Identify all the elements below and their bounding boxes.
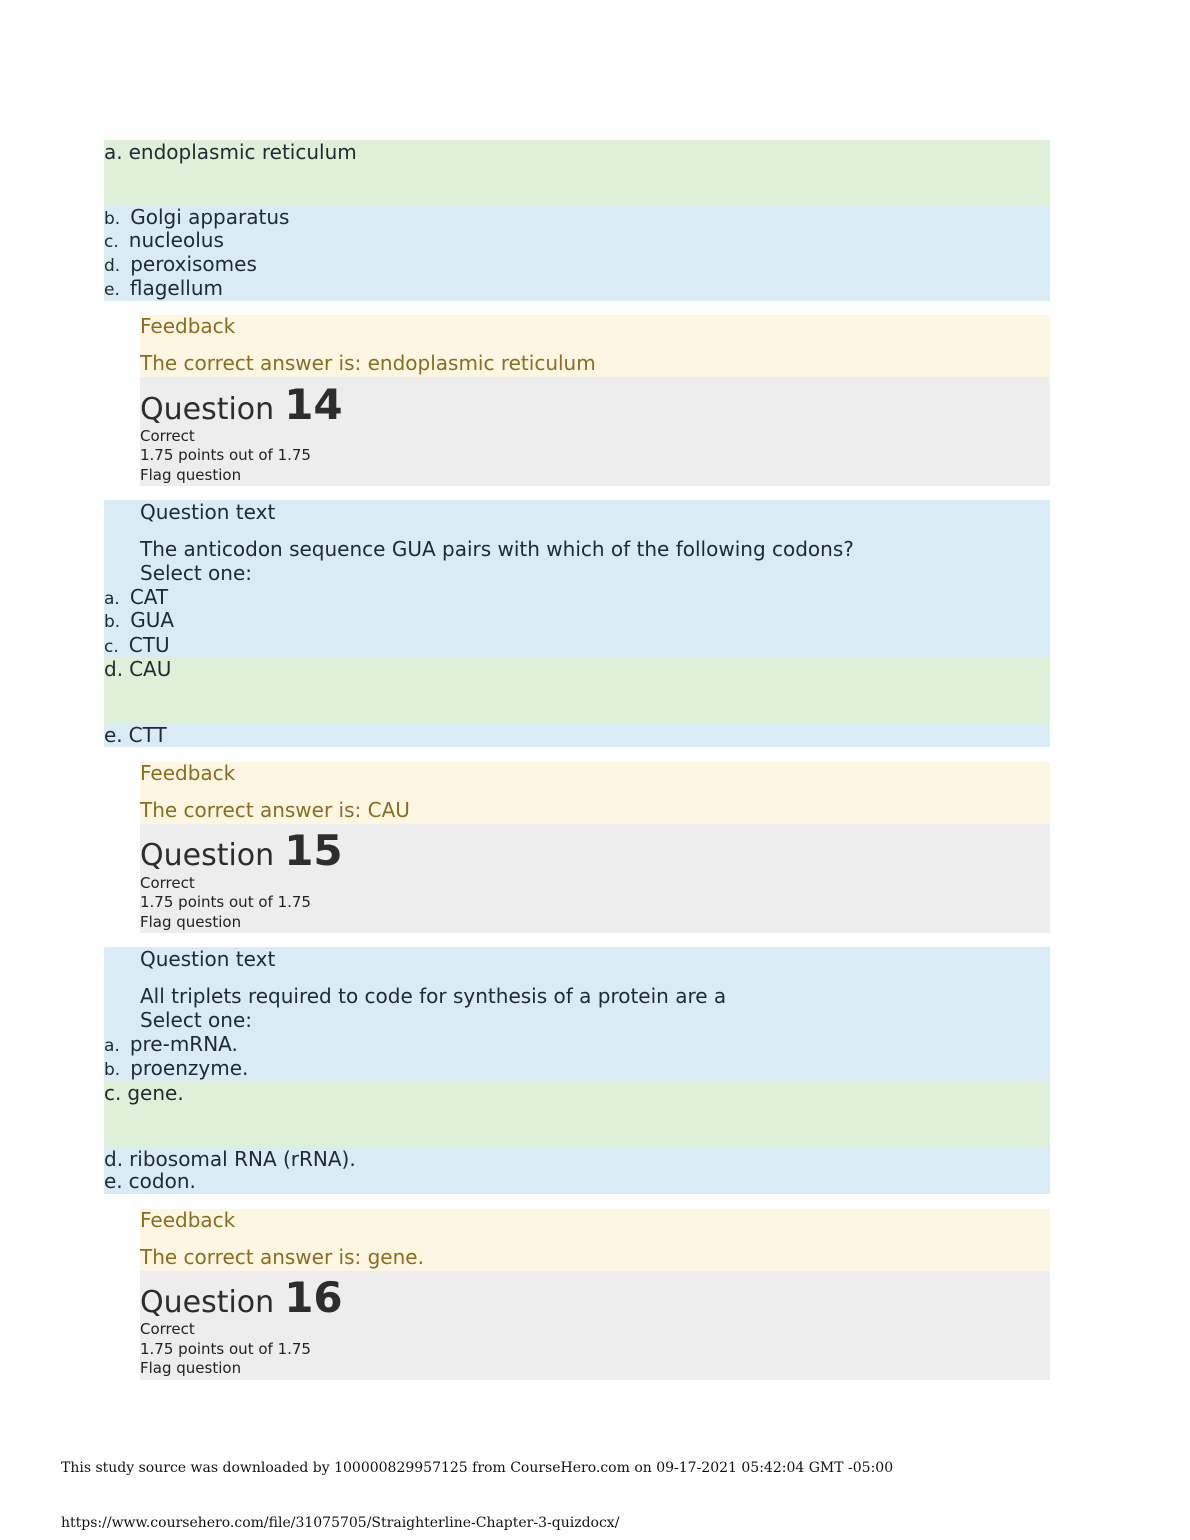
q15-points: 1.75 points out of 1.75	[140, 893, 311, 911]
q13-feedback-text: The correct answer is: endoplasmic reticulum	[140, 351, 596, 375]
q15-header: Question 15	[140, 826, 343, 875]
q15-select-one: Select one:	[140, 1008, 253, 1032]
q14-question: The anticodon sequence GUA pairs with which of the following codons?	[140, 537, 854, 561]
q15-option-e[interactable]: e. codon.	[104, 1169, 196, 1193]
q16-header: Question 16	[140, 1273, 343, 1322]
q13-option-a[interactable]: a. endoplasmic reticulum	[104, 140, 357, 164]
q14-option-a[interactable]: a. CAT	[104, 585, 169, 609]
q14-feedback-label: Feedback	[140, 761, 236, 785]
source-url[interactable]: https://www.coursehero.com/file/31075705/Straighterline-Chapter-3-quizdocx/	[61, 1515, 620, 1531]
q15-option-c[interactable]: c. gene.	[104, 1081, 184, 1105]
q15-feedback-text: The correct answer is: gene.	[140, 1245, 424, 1269]
q13-option-e[interactable]: e. flagellum	[104, 276, 223, 300]
q14-header: Question 14	[140, 380, 343, 429]
q14-option-e-panel	[104, 724, 1050, 747]
q13-feedback-label: Feedback	[140, 314, 236, 338]
q15-option-b[interactable]: b. proenzyme.	[104, 1056, 249, 1080]
q15-flag-question[interactable]: Flag question	[140, 913, 242, 931]
q16-flag-question[interactable]: Flag question	[140, 1359, 242, 1377]
q15-question: All triplets required to code for synthesis of a protein are a	[140, 984, 727, 1008]
q14-select-one: Select one:	[140, 561, 253, 585]
q16-points: 1.75 points out of 1.75	[140, 1340, 311, 1358]
q13-option-d[interactable]: d. peroxisomes	[104, 252, 257, 276]
q13-option-c[interactable]: c. nucleolus	[104, 228, 224, 252]
q14-option-b[interactable]: b. GUA	[104, 608, 175, 632]
q16-status: Correct	[140, 1320, 195, 1338]
q15-status: Correct	[140, 874, 195, 892]
q14-question-text-label: Question text	[140, 500, 276, 524]
q15-option-d[interactable]: d. ribosomal RNA (rRNA).	[104, 1147, 356, 1171]
q14-flag-question[interactable]: Flag question	[140, 466, 242, 484]
q13-option-b[interactable]: b. Golgi apparatus	[104, 205, 290, 229]
q14-option-e[interactable]: e. CTT	[104, 723, 167, 747]
q15-correct-option-highlight	[104, 1081, 1050, 1147]
q15-feedback-label: Feedback	[140, 1208, 236, 1232]
download-note: This study source was downloaded by 100000829957125 from CourseHero.com on 09-17-2021 05:42:04 GMT -05:00	[61, 1460, 894, 1476]
q14-option-d[interactable]: d. CAU	[104, 657, 172, 681]
q14-feedback-text: The correct answer is: CAU	[140, 798, 410, 822]
q14-correct-option-highlight	[104, 658, 1050, 724]
q14-option-c[interactable]: c. CTU	[104, 633, 170, 657]
q14-status: Correct	[140, 427, 195, 445]
q14-points: 1.75 points out of 1.75	[140, 446, 311, 464]
q15-question-text-label: Question text	[140, 947, 276, 971]
q15-option-a[interactable]: a. pre-mRNA.	[104, 1032, 238, 1056]
